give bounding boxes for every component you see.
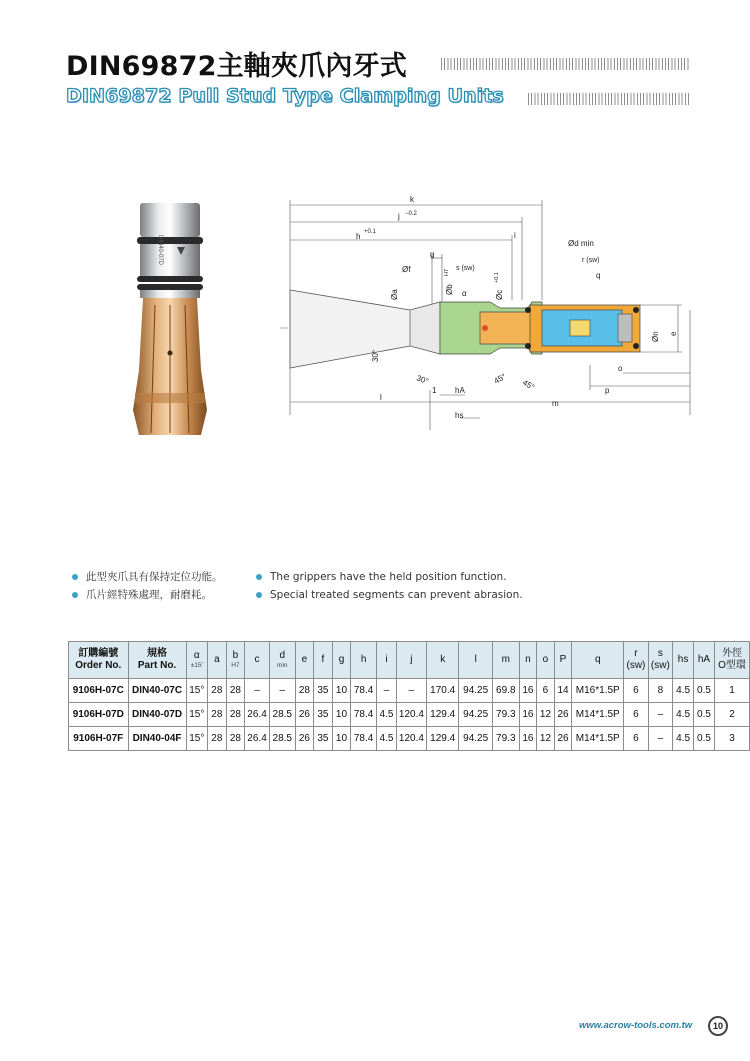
table-header-cell <box>624 642 648 679</box>
dim-h-label: h <box>356 232 361 241</box>
table-cell: 16 <box>519 679 537 703</box>
table-cell: 28 <box>295 679 314 703</box>
table-cell: M14*1.5P <box>572 703 624 727</box>
table-header-cell <box>396 642 426 679</box>
header-main-text: c <box>254 654 260 665</box>
table-header-cell <box>186 642 208 679</box>
table-cell: 120.4 <box>396 727 426 751</box>
table-cell: 28.5 <box>269 727 295 751</box>
table-cell: 26 <box>295 703 314 727</box>
table-cell: 94.25 <box>459 679 492 703</box>
table-cell: 78.4 <box>351 727 377 751</box>
header-sub-text: min <box>277 662 288 669</box>
dim-k-label: k <box>410 195 414 204</box>
feature-list-en <box>255 568 523 604</box>
table-cell: 28 <box>226 703 245 727</box>
header-main-text: m <box>501 654 510 665</box>
table-cell: DIN40-07C <box>128 679 186 703</box>
table-header-cell <box>519 642 537 679</box>
table-cell: 9106H-07D <box>69 703 129 727</box>
header-main-text: h <box>360 654 367 665</box>
header-main-text: e <box>301 654 308 665</box>
table-cell: 4.5 <box>673 679 694 703</box>
table-cell: 28 <box>208 679 227 703</box>
page-subtitle: DIN69872 Pull Stud Type Clamping Units <box>66 85 504 107</box>
dim-m-label: m <box>552 399 559 408</box>
table-cell: 8 <box>648 679 672 703</box>
dim-c-label: Øc <box>495 289 504 300</box>
feature-item: The grippers have the held position function. <box>255 568 523 586</box>
table-cell: 15° <box>186 703 208 727</box>
table-cell: 16 <box>519 703 537 727</box>
header-main-text: α <box>193 650 200 661</box>
dim-d-label: Ød min <box>568 239 594 248</box>
header-secondary-text: Order No. <box>75 660 122 671</box>
table-cell: 4.5 <box>673 727 694 751</box>
table-row <box>69 679 750 703</box>
page-number: 10 <box>708 1016 728 1036</box>
dim-j-tol-label: −0.2 <box>405 211 417 217</box>
table-cell: 26 <box>295 727 314 751</box>
table-cell: 170.4 <box>426 679 459 703</box>
dim-a-label: Øa <box>390 289 399 300</box>
table-header-cell <box>426 642 459 679</box>
dim-c-tol-label: +0.1 <box>494 272 500 283</box>
dim-s-label: s (sw) <box>456 265 475 272</box>
table-cell: 15° <box>186 727 208 751</box>
dim-l-label: l <box>380 393 382 402</box>
subtitle-stripe-decoration <box>528 93 690 105</box>
table-cell: 6 <box>537 679 555 703</box>
table-cell: – <box>245 679 270 703</box>
angle-45-label-a: 45° <box>492 371 508 386</box>
header-main-text: hA <box>697 654 711 665</box>
table-row <box>69 727 750 751</box>
table-cell: 129.4 <box>426 703 459 727</box>
table-cell: 0.5 <box>694 703 715 727</box>
header-main-text: hs <box>677 654 689 665</box>
table-cell: 9106H-07F <box>69 727 129 751</box>
table-cell: 35 <box>314 727 333 751</box>
table-cell: – <box>269 679 295 703</box>
header-main-text: d <box>279 650 286 661</box>
table-header-cell <box>226 642 245 679</box>
table-header-cell <box>694 642 715 679</box>
table-cell: 35 <box>314 679 333 703</box>
header-sub-text: H7 <box>231 662 240 669</box>
table-cell: 26.4 <box>245 703 270 727</box>
header-secondary-text: (sw) <box>650 660 670 671</box>
table-cell: – <box>648 703 672 727</box>
header-main-text: n <box>525 654 531 665</box>
table-header-cell <box>269 642 295 679</box>
table-cell: 3 <box>714 727 749 751</box>
table-header-cell <box>128 642 186 679</box>
table-header-cell <box>295 642 314 679</box>
product-photo <box>115 195 225 450</box>
table-header-cell <box>351 642 377 679</box>
table-header-row <box>69 642 750 679</box>
dim-alpha-label: α <box>462 289 467 298</box>
table-cell: 10 <box>332 679 351 703</box>
table-cell: 6 <box>624 727 648 751</box>
dim-g-label: g <box>430 250 435 259</box>
dim-n-label: Øn <box>651 331 660 342</box>
table-cell: 79.3 <box>492 703 519 727</box>
table-cell: 28.5 <box>269 703 295 727</box>
table-cell: 94.25 <box>459 703 492 727</box>
dim-j-label: j <box>398 212 400 221</box>
table-cell: 78.4 <box>351 703 377 727</box>
table-cell: 0.5 <box>694 679 715 703</box>
table-header-cell <box>673 642 694 679</box>
dim-r-label: r (sw) <box>582 257 600 264</box>
table-cell: 14 <box>554 679 572 703</box>
table-cell: DIN40-07D <box>128 703 186 727</box>
header-main-text: o <box>542 654 549 665</box>
header-secondary-text: Part No. <box>137 660 177 671</box>
dim-one-label: 1 <box>432 386 437 395</box>
table-header-cell <box>572 642 624 679</box>
table-cell: 4.5 <box>376 727 396 751</box>
header-main-text: i <box>385 654 388 665</box>
table-cell: – <box>376 679 396 703</box>
table-header-cell <box>208 642 227 679</box>
table-cell: 28 <box>226 727 245 751</box>
feature-item: 爪片經特殊處理，耐磨耗。 <box>71 586 223 604</box>
header-main-text: a <box>214 654 220 665</box>
footer-url[interactable]: www.acrow-tools.com.tw <box>579 1020 693 1031</box>
table-cell: 10 <box>332 727 351 751</box>
dim-h-tol-label: +0.1 <box>364 229 376 235</box>
table-cell: 6 <box>624 679 648 703</box>
table-cell: 94.25 <box>459 727 492 751</box>
table-cell: 35 <box>314 703 333 727</box>
table-header-cell <box>554 642 572 679</box>
table-cell: 12 <box>537 703 555 727</box>
header-main-text: k <box>440 654 446 665</box>
table-cell: 12 <box>537 727 555 751</box>
table-cell: – <box>396 679 426 703</box>
table-cell: 16 <box>519 727 537 751</box>
angle-45-label-b: 45° <box>521 377 536 392</box>
table-header-cell <box>537 642 555 679</box>
table-cell: 1 <box>714 679 749 703</box>
header-main-text: b <box>232 650 239 661</box>
feature-item: 此型夾爪具有保持定位功能。 <box>71 568 223 586</box>
table-cell: DIN40-04F <box>128 727 186 751</box>
table-cell: 28 <box>208 727 227 751</box>
dim-hs-label: hs <box>455 411 464 420</box>
header-main-text: P <box>559 654 567 665</box>
header-main-text: j <box>410 654 413 665</box>
dim-p-label: p <box>605 386 610 395</box>
table-cell: 129.4 <box>426 727 459 751</box>
table-cell: 15° <box>186 679 208 703</box>
header-main-text: f <box>321 654 325 665</box>
table-cell: M14*1.5P <box>572 727 624 751</box>
table-header-cell <box>714 642 749 679</box>
header-main-text: s <box>657 648 663 659</box>
table-cell: 26 <box>554 727 572 751</box>
table-cell: 79.3 <box>492 727 519 751</box>
table-cell: 26 <box>554 703 572 727</box>
table-cell: 28 <box>208 703 227 727</box>
table-header-cell <box>376 642 396 679</box>
table-cell: 10 <box>332 703 351 727</box>
title-stripe-decoration <box>441 58 690 70</box>
dim-e-label: e <box>669 331 678 336</box>
header-sub-text: ±15' <box>190 662 203 669</box>
dim-q-label: q <box>596 271 601 280</box>
table-header-cell <box>69 642 129 679</box>
table-header-cell <box>648 642 672 679</box>
table-cell: 69.8 <box>492 679 519 703</box>
header-main-text: 規格 <box>147 648 168 659</box>
technical-drawing <box>280 190 700 435</box>
page-title: DIN69872主軸夾爪內牙式 <box>66 51 407 82</box>
table-cell: 26.4 <box>245 727 270 751</box>
table-header-cell <box>332 642 351 679</box>
table-cell: – <box>648 727 672 751</box>
dim-o-label: o <box>618 364 623 373</box>
dim-f-label: Øf <box>402 265 411 274</box>
table-header-cell <box>245 642 270 679</box>
header-main-text: r <box>634 648 638 659</box>
header-main-text: 訂購編號 <box>78 648 119 659</box>
spec-table <box>68 641 750 751</box>
angle-30-label-a: 30° <box>371 349 380 362</box>
header-main-text: l <box>474 654 477 665</box>
table-cell: 120.4 <box>396 703 426 727</box>
table-cell: 2 <box>714 703 749 727</box>
angle-30-label-b: 30° <box>415 373 430 387</box>
header-secondary-text: (sw) <box>626 660 646 671</box>
table-cell: M16*1.5P <box>572 679 624 703</box>
table-cell: 78.4 <box>351 679 377 703</box>
table-header-cell <box>314 642 333 679</box>
table-cell: 28 <box>226 679 245 703</box>
table-cell: 6 <box>624 703 648 727</box>
header-main-text: q <box>594 654 601 665</box>
header-main-text: g <box>338 654 345 665</box>
table-header-cell <box>492 642 519 679</box>
engraving-text: DIN40-07D <box>157 235 163 266</box>
table-header-cell <box>459 642 492 679</box>
feature-list-cn <box>71 568 223 604</box>
dim-b-tol-label: H7 <box>444 268 450 276</box>
header-secondary-text: O型環 <box>718 660 746 671</box>
dim-hA-label: hA <box>455 386 465 395</box>
feature-item: Special treated segments can prevent abrasion. <box>255 586 523 604</box>
table-row <box>69 703 750 727</box>
dim-i-label: i <box>514 231 516 240</box>
header-main-text: 外徑 <box>721 648 742 659</box>
table-cell: 0.5 <box>694 727 715 751</box>
table-cell: 9106H-07C <box>69 679 129 703</box>
table-cell: 4.5 <box>673 703 694 727</box>
dim-b-label: Øb <box>445 284 454 295</box>
table-cell: 4.5 <box>376 703 396 727</box>
